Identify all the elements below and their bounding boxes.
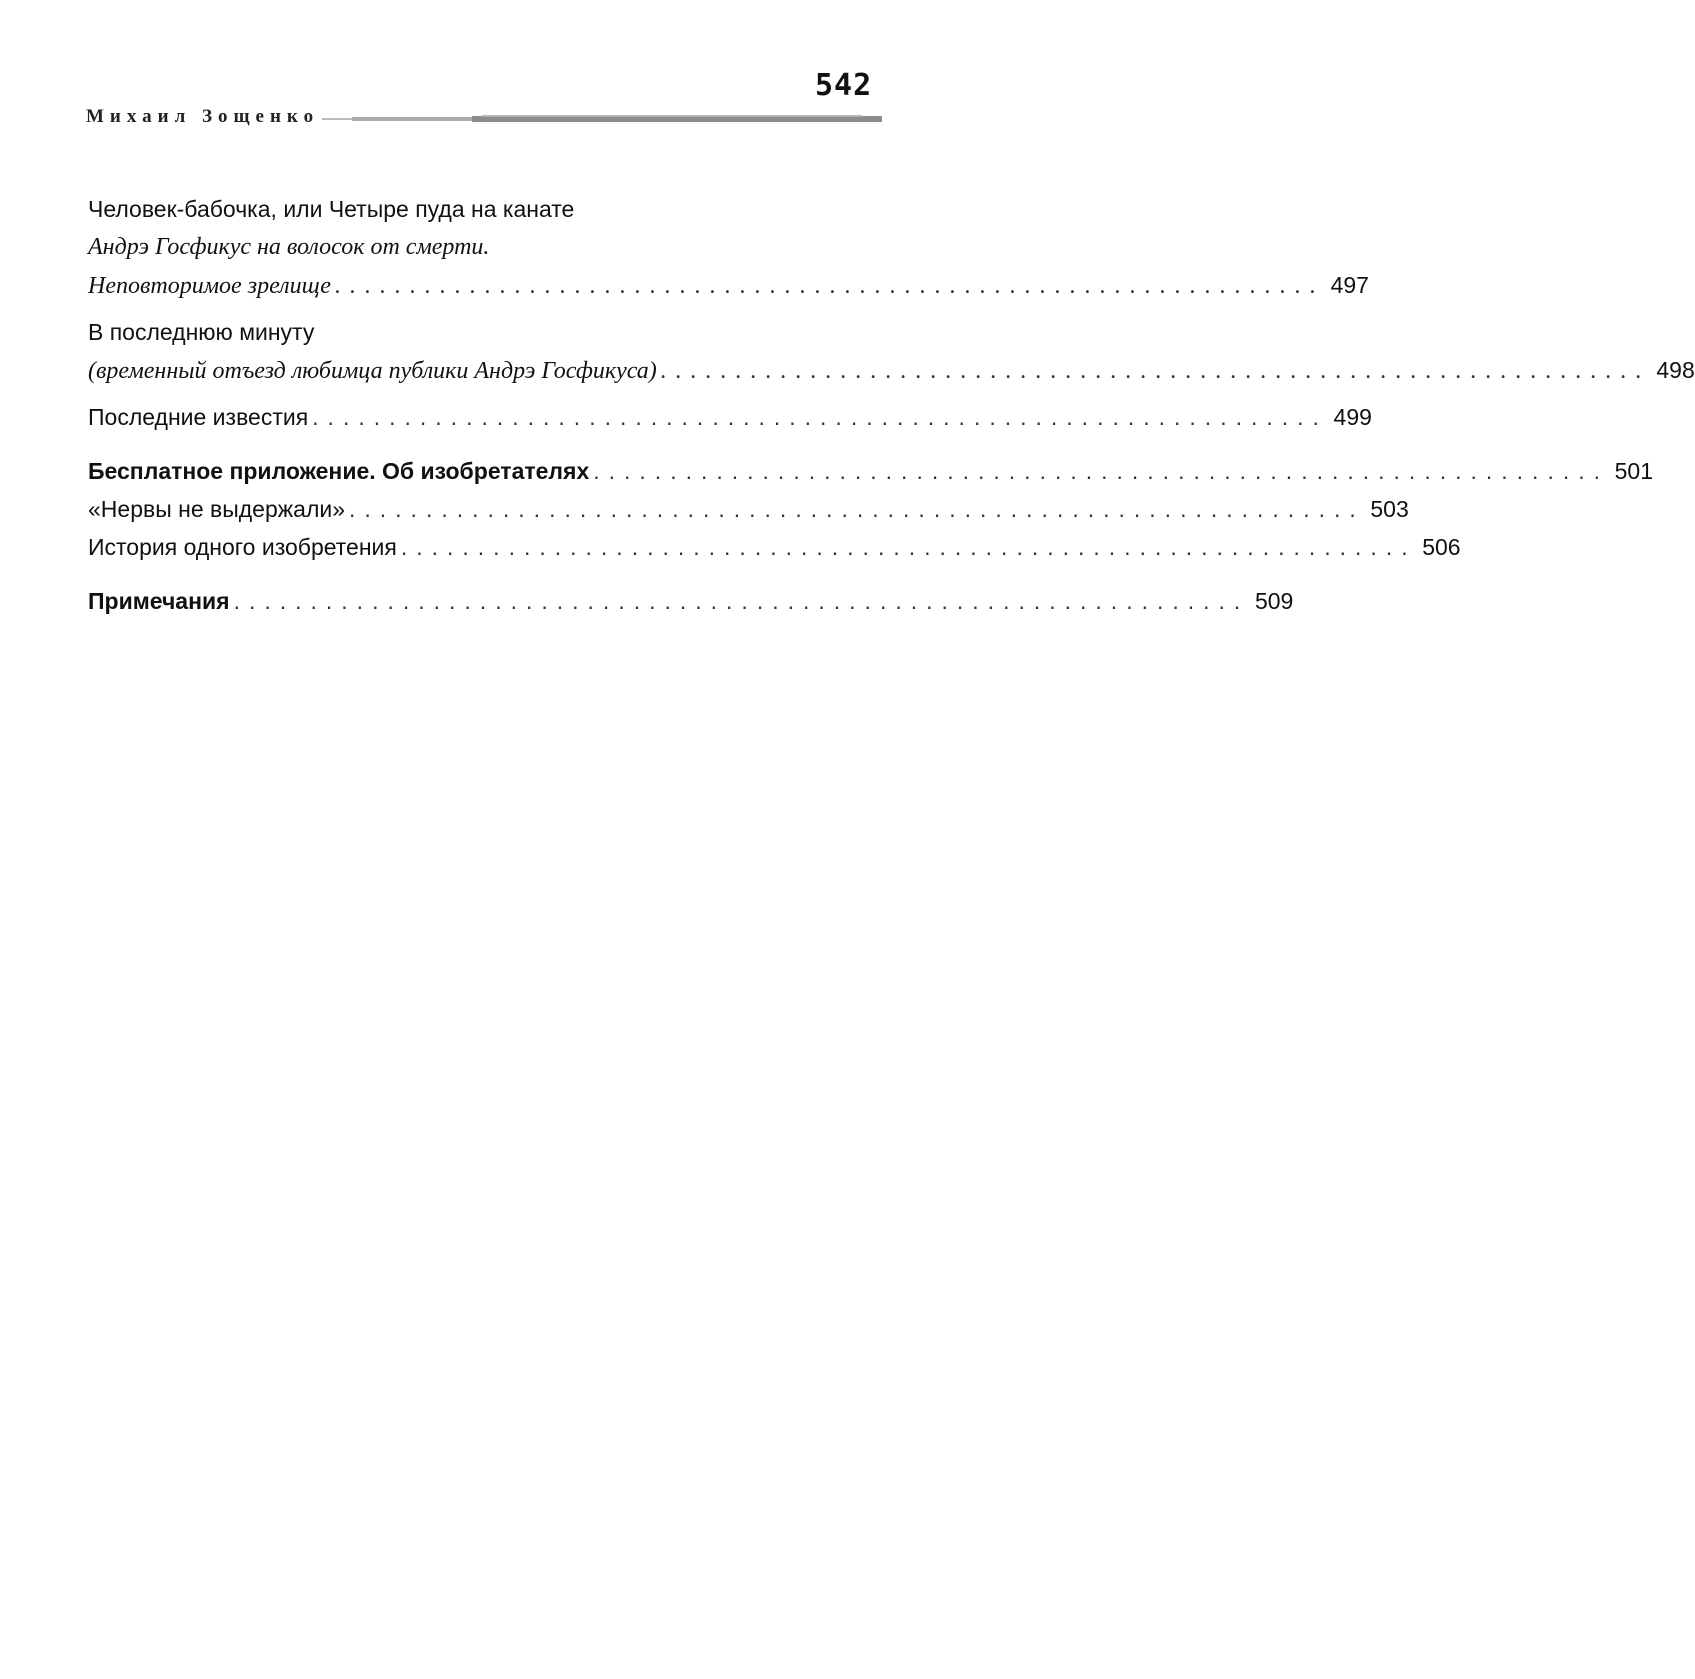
toc-entry-subtitle: (временный отъезд любимца публики Андрэ Госфикуса) bbox=[88, 358, 657, 384]
running-head-author: Михаил Зощенко bbox=[86, 106, 320, 127]
toc-entry bbox=[88, 528, 1461, 566]
toc-section-title: Примечания bbox=[88, 588, 230, 614]
toc-entry-subtitle: Андрэ Госфикус на волосок от смерти. bbox=[88, 234, 490, 260]
toc-page-number: 497 bbox=[1330, 272, 1369, 298]
dot-leader: .................................................................. bbox=[312, 404, 1328, 430]
toc-page-number: 499 bbox=[1333, 404, 1372, 430]
toc-entry-title: Человек-бабочка, или Четыре пуда на канате bbox=[88, 196, 575, 222]
toc-entry-title: «Нервы не выдержали» bbox=[88, 496, 345, 522]
dot-leader: .................................................................. bbox=[233, 588, 1250, 614]
dot-leader: .................................................................. bbox=[593, 458, 1609, 484]
dot-leader: .................................................................. bbox=[660, 358, 1651, 384]
toc-entry bbox=[88, 313, 1695, 390]
dot-leader: .................................................................. bbox=[334, 273, 1325, 299]
toc-page-number: 509 bbox=[1254, 588, 1294, 614]
toc-entry-title: В последнюю минуту bbox=[88, 319, 315, 345]
toc-page-number: 498 bbox=[1656, 357, 1695, 383]
table-of-contents bbox=[88, 190, 1695, 620]
decorative-rule bbox=[322, 113, 882, 125]
dot-leader: .................................................................. bbox=[349, 496, 1365, 522]
toc-entry bbox=[88, 490, 1409, 528]
toc-section-title: Бесплатное приложение. Об изобретателях bbox=[88, 458, 590, 484]
toc-entry-subtitle: Неповторимое зрелище bbox=[88, 273, 331, 299]
toc-entry-title: Последние известия bbox=[88, 404, 309, 430]
dot-leader: .................................................................. bbox=[400, 534, 1417, 560]
toc-entry bbox=[88, 582, 1294, 620]
toc-page-number: 506 bbox=[1422, 534, 1461, 560]
toc-entry bbox=[88, 190, 1369, 305]
page-number: 542 bbox=[815, 68, 873, 103]
toc-entry bbox=[88, 452, 1653, 490]
toc-page-number: 501 bbox=[1614, 458, 1653, 484]
toc-page-number: 503 bbox=[1370, 496, 1409, 522]
toc-entry-title: История одного изобретения bbox=[88, 534, 397, 560]
toc-entry bbox=[88, 398, 1372, 436]
